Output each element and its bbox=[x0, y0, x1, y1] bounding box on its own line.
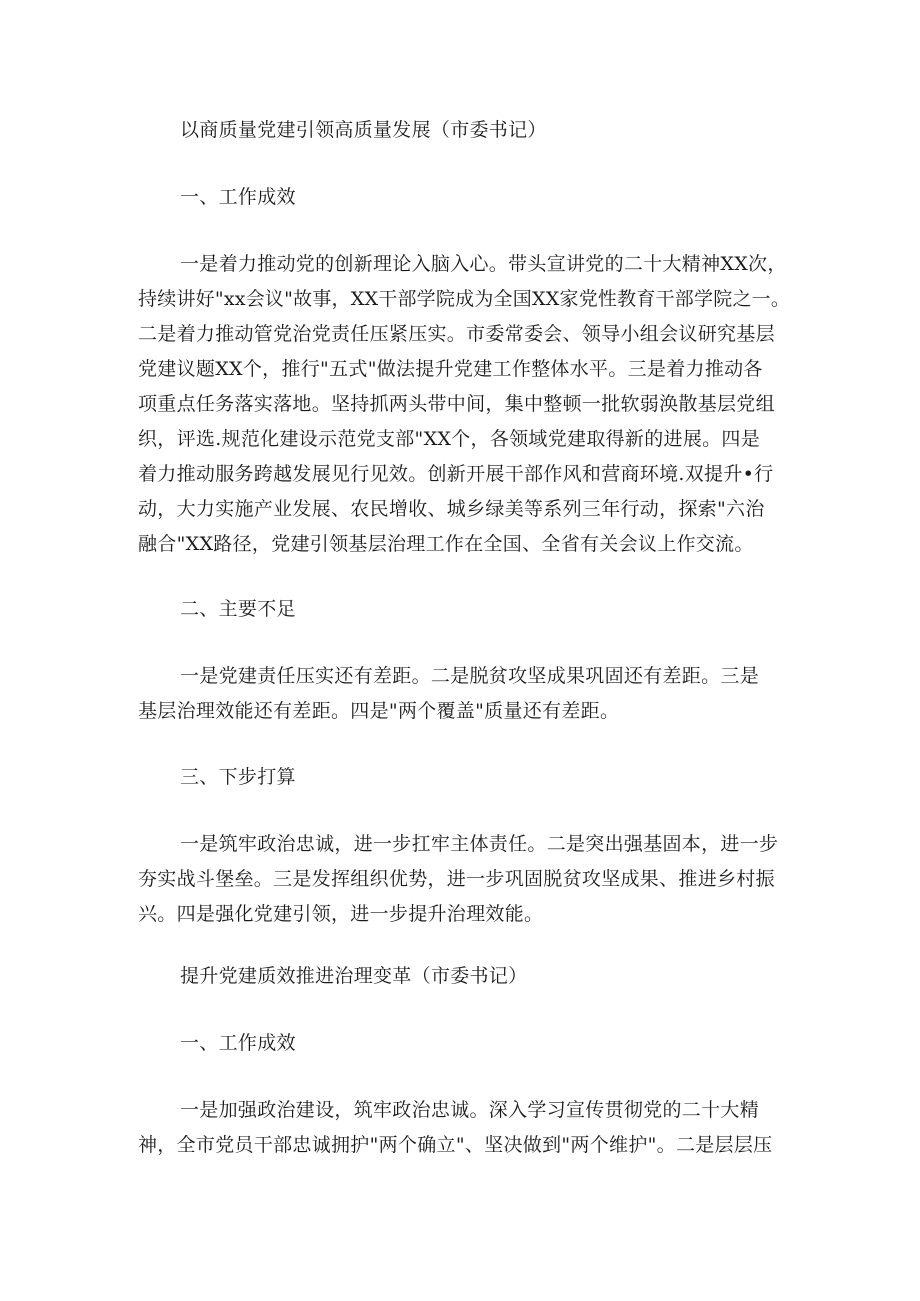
paragraph-line: 神，全市党员干部忠诚拥护"两个确立"、坚决做到"两个维护"。二是层层压 bbox=[138, 1134, 773, 1156]
paragraph-line: 夯实战斗堡垒。三是发挥组织优势，进一步巩固脱贫攻坚成果、推进乡村振 bbox=[138, 868, 775, 890]
paragraph-line: 一是筑牢政治忠诚，进一步扛牢主体责任。二是突出强基固本，进一步 bbox=[180, 833, 779, 855]
paragraph-line: 项重点任务落实落地。坚持抓两头带中间，集中整顿一批软弱涣散基层党组 bbox=[138, 393, 775, 415]
paragraph-line: 动，大力实施产业发展、农民增收、城乡绿美等系列三年行动，探索"六治 bbox=[138, 498, 765, 520]
section-1-heading-achievements: 一、工作成效 bbox=[180, 186, 296, 208]
paragraph-line: 织，评选.规范化建设示范党支部"XX个，各领域党建取得新的进展。四是 bbox=[138, 428, 761, 450]
paragraph-line: 二是着力推动管党治党责任压紧压实。市委常委会、领导小组会议研究基层 bbox=[138, 323, 775, 345]
paragraph-line: 兴。四是强化党建引领，进一步提升治理效能。 bbox=[138, 903, 544, 925]
paragraph-line: 着力推动服务跨越发展见行见效。创新开展干部作风和营商环境.双提升•行 bbox=[138, 463, 774, 485]
paragraph-line: 党建议题XX个，推行"五式"做法提升党建工作整体水平。三是着力推动各 bbox=[138, 358, 763, 380]
paragraph-line: 持续讲好"xx会议"故事，XX干部学院成为全国XX家党性教育干部学院之一。 bbox=[138, 288, 791, 310]
paragraph-line: 一是着力推动党的创新理论入脑入心。带头宣讲党的二十大精神XX次， bbox=[180, 253, 787, 275]
section-2-heading-achievements: 一、工作成效 bbox=[180, 1032, 296, 1054]
paragraph-line: 一是加强政治建设，筑牢政治忠诚。深入学习宣传贯彻党的二十大精 bbox=[180, 1099, 760, 1121]
paragraph-line: 基层治理效能还有差距。四是"两个覆盖"质量还有差距。 bbox=[138, 700, 620, 722]
section-1-heading-shortcomings: 二、主要不足 bbox=[180, 598, 296, 620]
section-2-title: 提升党建质效推进治理变革（市委书记） bbox=[180, 965, 528, 987]
section-1-title: 以商质量党建引领高质量发展（市委书记） bbox=[180, 119, 547, 141]
section-1-heading-next-steps: 三、下步打算 bbox=[180, 766, 296, 788]
paragraph-line: 一是党建责任压实还有差距。二是脱贫攻坚成果巩固还有差距。三是 bbox=[180, 665, 760, 687]
paragraph-line: 融合"XX路径，党建引领基层治理工作在全国、全省有关会议上作交流。 bbox=[138, 533, 754, 555]
